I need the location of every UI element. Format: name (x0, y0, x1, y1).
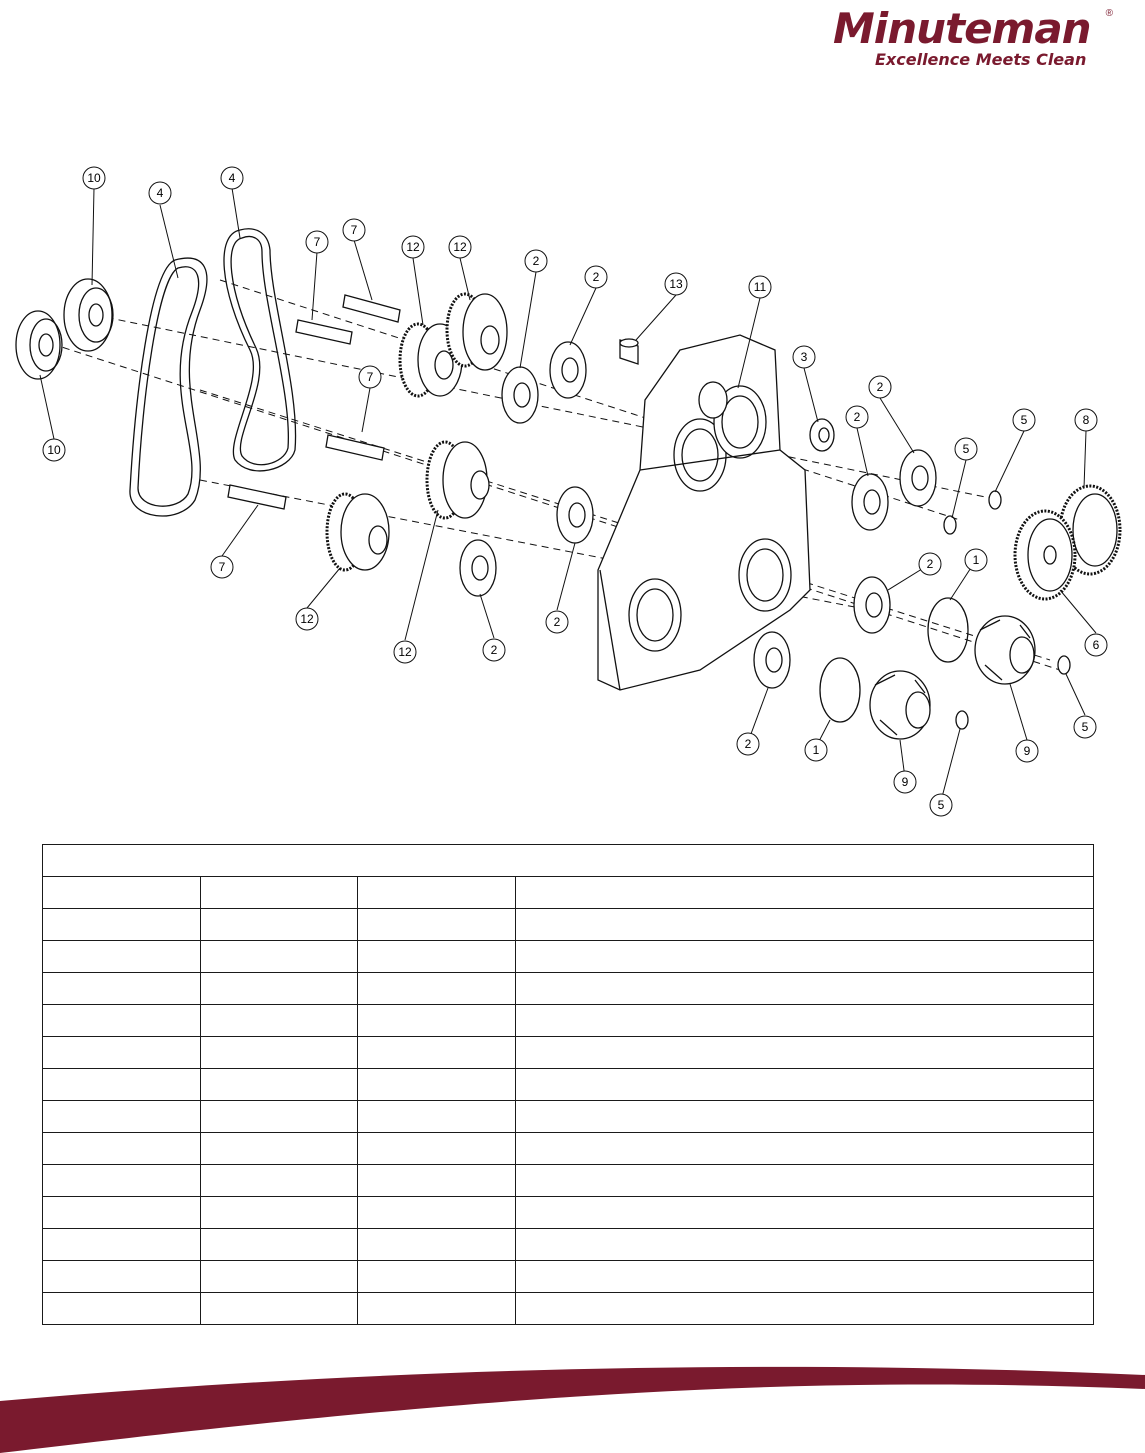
fitting (620, 339, 638, 364)
callout-5-c (1074, 716, 1096, 738)
table-cell (358, 1165, 516, 1197)
brand-tagline: Excellence Meets Clean (875, 50, 1087, 69)
svg-text:1: 1 (812, 743, 820, 757)
brand-logo (825, 6, 1115, 70)
svg-text:4: 4 (228, 171, 236, 185)
svg-text:7: 7 (218, 560, 226, 574)
callout-11 (749, 276, 771, 298)
callout-2-c (869, 376, 891, 398)
svg-text:8: 8 (1082, 413, 1090, 427)
svg-text:10: 10 (47, 443, 61, 457)
table-title-row (43, 845, 1094, 877)
svg-text:2: 2 (490, 643, 498, 657)
callout-7-b (343, 219, 365, 241)
svg-text:5: 5 (1081, 720, 1089, 734)
brand-name: Minuteman (833, 4, 1091, 53)
table-row (43, 909, 1094, 941)
table-cell (358, 973, 516, 1005)
svg-text:13: 13 (669, 277, 683, 291)
svg-text:2: 2 (532, 254, 540, 268)
svg-text:2: 2 (553, 615, 561, 629)
table-cell (43, 877, 201, 909)
callout-12-c (296, 608, 318, 630)
table-row (43, 1229, 1094, 1261)
table-cell (516, 1101, 1094, 1133)
parts-list-table (42, 844, 1094, 1325)
table-cell (201, 877, 358, 909)
table-cell (201, 1133, 358, 1165)
table-cell (43, 1133, 201, 1165)
svg-text:2: 2 (744, 737, 752, 751)
idler-pulley-left (16, 311, 62, 379)
table-cell (358, 1261, 516, 1293)
callout-4-right (221, 167, 243, 189)
table-cell (201, 1069, 358, 1101)
table-row (43, 1069, 1094, 1101)
callout-2-f (546, 611, 568, 633)
callout-7-c (359, 366, 381, 388)
exploded-parts-diagram (0, 160, 1145, 830)
table-cell (201, 1037, 358, 1069)
svg-text:10: 10 (87, 171, 101, 185)
callout-12-b (449, 236, 471, 258)
table-cell (358, 909, 516, 941)
table-cell (43, 1037, 201, 1069)
table-cell (516, 909, 1094, 941)
callout-10-bottom (43, 439, 65, 461)
table-cell (43, 1165, 201, 1197)
callout-5-a (1013, 409, 1035, 431)
callout-2-d (846, 406, 868, 428)
svg-text:7: 7 (350, 223, 358, 237)
table-cell (516, 1229, 1094, 1261)
svg-text:12: 12 (453, 240, 467, 254)
callout-5-b (955, 438, 977, 460)
table-cell (358, 877, 516, 909)
callout-7-d (211, 556, 233, 578)
table-row (43, 1165, 1094, 1197)
toothed-pulley-4 (327, 494, 389, 570)
svg-text:9: 9 (1023, 744, 1031, 758)
callout-10-top (83, 167, 105, 189)
table-row (43, 1133, 1094, 1165)
svg-text:2: 2 (592, 270, 600, 284)
callout-2-e (483, 639, 505, 661)
table-cell (43, 1229, 201, 1261)
table-cell (201, 1005, 358, 1037)
table-cell (201, 909, 358, 941)
table-cell (43, 973, 201, 1005)
table-row (43, 1005, 1094, 1037)
table-cell (43, 1101, 201, 1133)
table-row (43, 1261, 1094, 1293)
svg-text:2: 2 (926, 557, 934, 571)
table-cell (516, 1069, 1094, 1101)
svg-text:1: 1 (972, 553, 980, 567)
callout-2-g (919, 553, 941, 575)
parts-table-body (43, 877, 1094, 1325)
callout-12-a (402, 236, 424, 258)
callout-7-a (306, 231, 328, 253)
table-row (43, 973, 1094, 1005)
svg-text:5: 5 (962, 442, 970, 456)
table-cell (516, 1133, 1094, 1165)
table-cell (516, 1197, 1094, 1229)
table-cell (358, 1293, 516, 1325)
table-cell (516, 941, 1094, 973)
table-cell (358, 1197, 516, 1229)
table-cell (358, 1005, 516, 1037)
gear-6 (1015, 511, 1075, 599)
svg-text:12: 12 (398, 645, 412, 659)
table-cell (201, 1261, 358, 1293)
svg-text:11: 11 (753, 280, 767, 294)
callout-2-h (737, 733, 759, 755)
callout-2-b (585, 266, 607, 288)
table-cell (43, 941, 201, 973)
impeller-1 (975, 616, 1035, 684)
spacer (810, 419, 834, 451)
svg-text:12: 12 (300, 612, 314, 626)
drive-belt-2 (224, 229, 296, 471)
callout-4-left (149, 182, 171, 204)
table-cell (358, 1101, 516, 1133)
footer-swoosh (0, 1353, 1145, 1453)
table-cell (43, 1261, 201, 1293)
svg-text:4: 4 (156, 186, 164, 200)
drive-belt-1 (130, 258, 207, 516)
table-cell (358, 1133, 516, 1165)
table-cell (516, 877, 1094, 909)
table-cell (358, 1229, 516, 1261)
table-cell (201, 941, 358, 973)
table-cell (201, 1165, 358, 1197)
toothed-pulley-2 (447, 294, 507, 370)
table-cell (358, 1069, 516, 1101)
table-cell (516, 1005, 1094, 1037)
callout-1-a (965, 549, 987, 571)
callout-6 (1085, 634, 1107, 656)
shaft-parts (228, 295, 400, 509)
idler-pulley-right (64, 279, 113, 351)
table-cell (201, 1229, 358, 1261)
table-cell (516, 1037, 1094, 1069)
table-cell (516, 1165, 1094, 1197)
callout-2-a (525, 250, 547, 272)
callout-9-a (1016, 740, 1038, 762)
callout-1-b (805, 739, 827, 761)
table-row (43, 1197, 1094, 1229)
table-cell (43, 1005, 201, 1037)
table-cell (516, 973, 1094, 1005)
svg-text:5: 5 (937, 798, 945, 812)
table-row (43, 877, 1094, 909)
table-row (43, 1037, 1094, 1069)
impeller-2 (870, 671, 930, 739)
table-cell (43, 1069, 201, 1101)
svg-text:9: 9 (901, 775, 909, 789)
svg-text:12: 12 (406, 240, 420, 254)
table-cell (43, 1293, 201, 1325)
callout-9-b (894, 771, 916, 793)
table-cell (201, 1101, 358, 1133)
table-cell (516, 1261, 1094, 1293)
callout-12-d (394, 641, 416, 663)
table-cell (516, 1293, 1094, 1325)
table-cell (201, 973, 358, 1005)
callout-13 (665, 273, 687, 295)
svg-text:2: 2 (876, 380, 884, 394)
table-row (43, 1101, 1094, 1133)
callout-3 (793, 346, 815, 368)
table-row (43, 1293, 1094, 1325)
callout-8 (1075, 409, 1097, 431)
svg-text:3: 3 (800, 350, 808, 364)
table-cell (201, 1197, 358, 1229)
toothed-pulley-3 (427, 442, 489, 518)
table-cell (201, 1293, 358, 1325)
table-cell (43, 1197, 201, 1229)
svg-text:7: 7 (313, 235, 321, 249)
svg-text:6: 6 (1092, 638, 1100, 652)
table-cell (358, 1037, 516, 1069)
table-title (43, 845, 1094, 877)
svg-text:2: 2 (853, 410, 861, 424)
callout-5-d (930, 794, 952, 816)
svg-text:5: 5 (1020, 413, 1028, 427)
table-cell (358, 941, 516, 973)
registered-mark: ® (1105, 8, 1113, 19)
table-cell (43, 909, 201, 941)
table-row (43, 941, 1094, 973)
svg-text:7: 7 (366, 370, 374, 384)
